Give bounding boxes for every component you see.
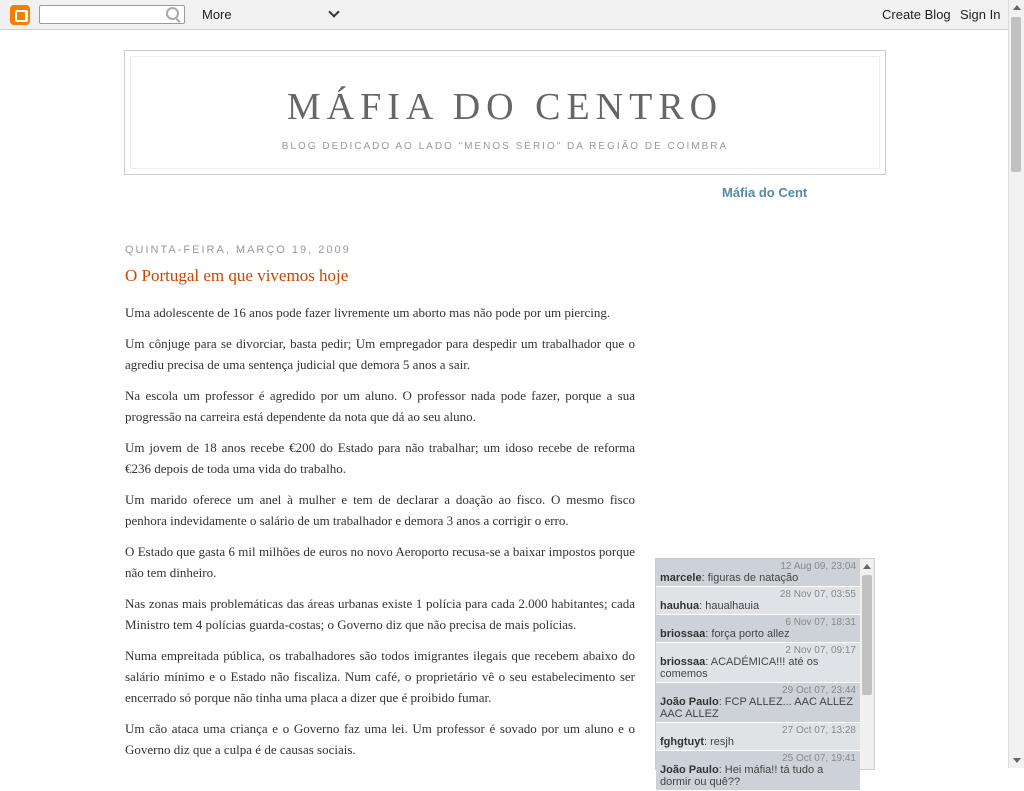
scroll-down-icon[interactable] (1013, 758, 1021, 763)
blogger-navbar (0, 0, 1009, 30)
shout-item (656, 751, 860, 791)
post-paragraph: Um cônjuge para se divorciar, basta pedir; Um empregador para despedir um trabalhador que o agrediu precisa de uma sentença judicial que demora 5 anos a sair. (125, 336, 635, 372)
post-paragraph: Um marido oferece um anel à mulher e tem de declarar a doação ao fisco. O mesmo fisco penhora indevidamente o salário de um trabalhador e demora 3 anos a corrigir o erro. (125, 492, 635, 528)
post-paragraph: Nas zonas mais problemáticas das áreas urbanas existe 1 polícia para cada 2.000 habitantes; cada Ministro tem 4 polícias guarda-costas; o Governo diz que não precisa de mais polícias. (125, 596, 635, 632)
sidebar-blog-link[interactable]: Máfia do Cent (722, 185, 808, 200)
shout-message: : haualhauia (699, 600, 760, 612)
shout-time: 6 Nov 07, 18:31 (785, 617, 856, 628)
scrollbar-thumb[interactable] (1011, 17, 1021, 172)
shout-time: 2 Nov 07, 09:17 (785, 645, 856, 656)
blog-description: BLOG DEDICADO AO LADO "MENOS SÉRIO" DA REGIÃO DE COIMBRA (281, 141, 729, 152)
post-date: QUINTA-FEIRA, MARÇO 19, 2009 (125, 244, 351, 256)
blog-title[interactable]: MÁFIA DO CENTRO (286, 86, 724, 128)
shout-item (656, 643, 860, 683)
post-paragraph: Um cão ataca uma criança e o Governo faz uma lei. Um professor é sovado por um aluno e o Governo diz que a culpa é de causas sociais. (125, 721, 635, 757)
shout-time: 27 Oct 07, 13:28 (782, 725, 856, 736)
scroll-up-icon[interactable] (863, 564, 871, 569)
shout-message: : figuras de natação (701, 572, 799, 584)
shout-name[interactable]: João Paulo (660, 696, 719, 708)
shoutbox (655, 558, 875, 788)
sign-in-link[interactable]: Sign In (960, 7, 1001, 22)
shout-item (656, 683, 860, 723)
blog-header-inner (130, 56, 880, 169)
shoutbox-scrollbar-thumb[interactable] (862, 575, 872, 695)
shout-message: : Hei máfia!! tá tudo a dormir ou quê?? (660, 764, 824, 788)
post-paragraph: Na escola um professor é agredido por um aluno. O professor nada pode fazer, porque a sua progressão na carreira está dependente da nota que dá ao seu aluno. (125, 388, 635, 424)
shout-name[interactable]: briossaa (660, 628, 706, 640)
shout-message: : força porto allez (705, 628, 790, 640)
post-paragraph: Um jovem de 18 anos recebe €200 do Estado para não trabalhar; um idoso recebe de reforma €236 depois de toda uma vida do trabalho. (125, 440, 635, 476)
shoutbox-scrollbar[interactable] (860, 559, 874, 769)
shout-item (656, 587, 860, 615)
shout-message: : ACADÉMICA!!! até os comemos (660, 656, 819, 680)
search-input[interactable] (39, 5, 185, 24)
page-scrollbar[interactable] (1008, 0, 1024, 768)
shout-time: 12 Aug 09, 23:04 (780, 561, 856, 572)
shout-item (656, 615, 860, 643)
blog-header (124, 50, 886, 175)
shout-name[interactable]: João Paulo (660, 764, 719, 776)
more-dropdown[interactable]: More (202, 7, 232, 22)
shout-time: 25 Oct 07, 19:41 (782, 753, 856, 764)
post-paragraph: O Estado que gasta 6 mil milhões de euros no novo Aeroporto recusa-se a baixar impostos porque não tem dinheiro. (125, 544, 635, 580)
shout-name[interactable]: fghgtuyt (660, 736, 704, 748)
shout-item (656, 559, 860, 587)
shout-name[interactable]: hauhua (660, 600, 700, 612)
shout-time: 28 Nov 07, 03:55 (779, 589, 856, 600)
shout-name[interactable]: marcele (660, 572, 702, 584)
create-blog-link[interactable]: Create Blog (882, 7, 951, 22)
search-icon[interactable] (166, 7, 179, 20)
post-paragraph: Numa empreitada pública, os trabalhadores são todos imigrantes ilegais que recebem abaixo do salário mínimo e o Estado não fiscaliza. Num café, o proprietário vê o seu estabelecimento ser encerrado só porque não tinha uma placa a dizer que é proibido fumar. (125, 648, 635, 705)
shout-item (656, 723, 860, 751)
shout-message: : FCP ALLEZ... AAC ALLEZ AAC ALLEZ (660, 696, 853, 720)
chevron-down-icon[interactable] (328, 6, 339, 17)
scroll-up-icon[interactable] (1013, 5, 1021, 10)
shout-name[interactable]: briossaa (660, 656, 706, 668)
post-body (125, 302, 635, 770)
post-title[interactable]: O Portugal em que vivemos hoje (125, 266, 349, 285)
shout-message: : resjh (703, 736, 734, 748)
blogger-logo-icon[interactable] (10, 5, 30, 25)
shout-time: 29 Oct 07, 23:44 (782, 685, 856, 696)
post-paragraph: Uma adolescente de 16 anos pode fazer livremente um aborto mas não pode por um piercing. (125, 305, 611, 320)
